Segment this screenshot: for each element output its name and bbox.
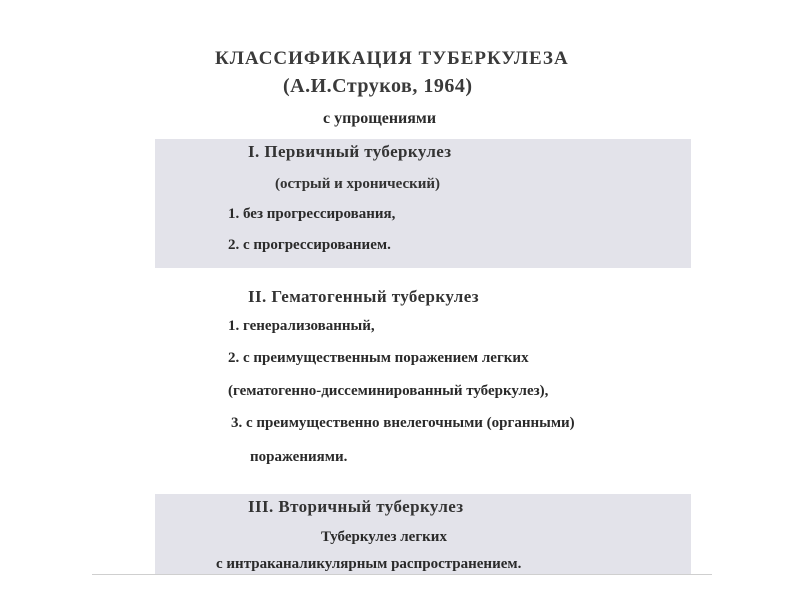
- section-1-heading: I. Первичный туберкулез: [248, 142, 452, 161]
- section-1-item: 1. без прогрессирования,: [228, 206, 396, 222]
- section-3-line: Туберкулез легких: [321, 529, 447, 545]
- document-title-citation: (А.И.Струков, 1964): [283, 75, 473, 97]
- bottom-divider: [92, 574, 712, 575]
- section-2-item: 2. с преимущественным поражением легких: [228, 350, 529, 366]
- section-2-heading: II. Гематогенный туберкулез: [248, 287, 479, 306]
- section-2-item-continuation: (гематогенно-диссеминированный туберкулез),: [228, 383, 549, 399]
- section-1-note: (острый и хронический): [275, 176, 441, 192]
- section-2-item-continuation: поражениями.: [250, 449, 348, 465]
- section-2-item: 1. генерализованный,: [228, 318, 375, 334]
- document-title: КЛАССИФИКАЦИЯ ТУБЕРКУЛЕЗА: [215, 48, 569, 69]
- section-3-line: с интраканаликулярным распространением.: [216, 556, 522, 572]
- section-3-heading: III. Вторичный туберкулез: [248, 497, 464, 516]
- section-1-item: 2. с прогрессированием.: [228, 237, 391, 253]
- document-subtitle: с упрощениями: [323, 110, 437, 127]
- section-2-item: 3. с преимущественно внелегочными (органными): [231, 415, 575, 431]
